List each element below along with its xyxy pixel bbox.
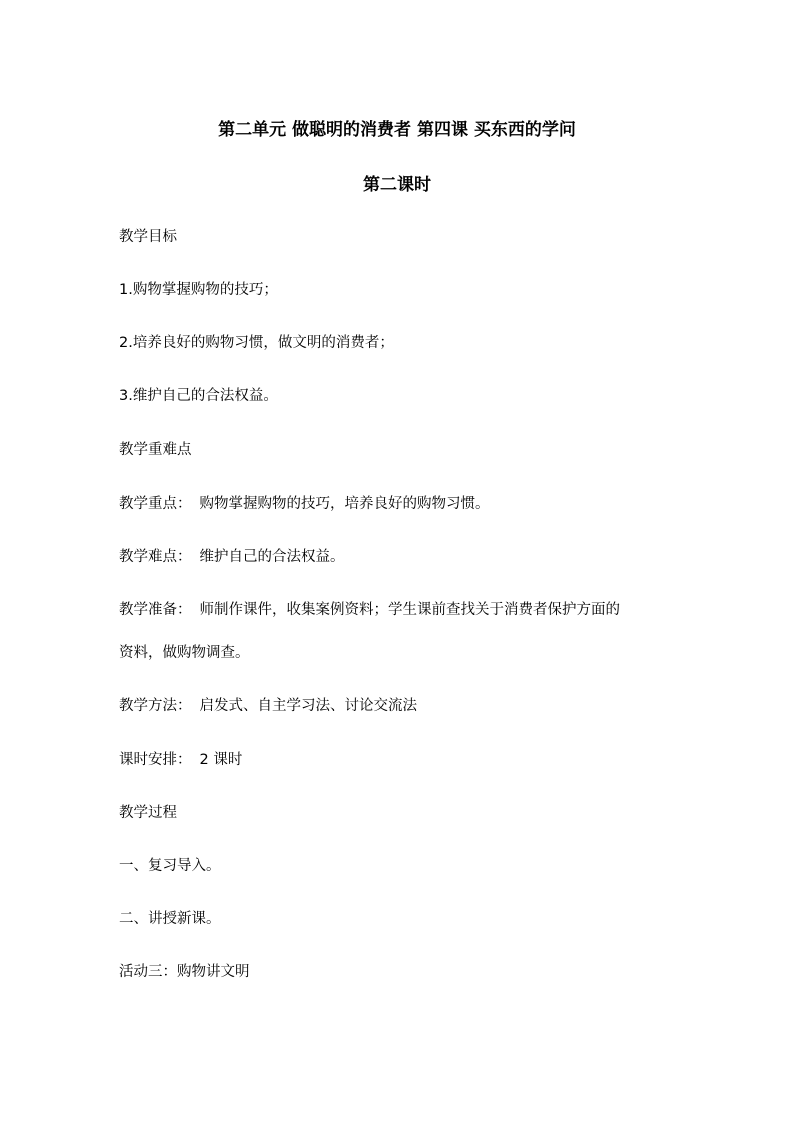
schedule-row bbox=[119, 751, 242, 769]
objective-item: 2.培养良好的购物习惯，做文明的消费者； bbox=[119, 335, 394, 351]
key-points-heading: 教学重难点 bbox=[119, 442, 192, 458]
objective-item: 3.维护自己的合法权益。 bbox=[119, 388, 278, 404]
key-point-label: 教学重点： bbox=[119, 496, 192, 512]
schedule-value: 2 课时 bbox=[199, 752, 243, 768]
key-point-row bbox=[119, 495, 490, 513]
difficulty-label: 教学难点： bbox=[119, 549, 192, 565]
difficulty-value: 维护自己的合法权益。 bbox=[199, 549, 345, 565]
process-step: 二、讲授新课。 bbox=[119, 911, 221, 927]
document-title: 第二单元 做聪明的消费者 第四课 买东西的学问 bbox=[218, 120, 576, 140]
objectives-heading: 教学目标 bbox=[119, 229, 177, 245]
preparation-row bbox=[119, 601, 620, 619]
process-heading: 教学过程 bbox=[119, 805, 177, 821]
activity-heading: 活动三：购物讲文明 bbox=[119, 964, 250, 980]
preparation-value: 师制作课件，收集案例资料；学生课前查找关于消费者保护方面的 bbox=[199, 602, 620, 618]
schedule-label: 课时安排： bbox=[119, 752, 192, 768]
difficulty-row bbox=[119, 548, 345, 566]
key-point-value: 购物掌握购物的技巧，培养良好的购物习惯。 bbox=[199, 496, 490, 512]
method-row bbox=[119, 697, 417, 715]
preparation-label: 教学准备： bbox=[119, 602, 192, 618]
preparation-continued: 资料，做购物调查。 bbox=[119, 645, 250, 661]
process-step: 一、复习导入。 bbox=[119, 858, 221, 874]
document-subtitle: 第二课时 bbox=[363, 175, 431, 195]
method-value: 启发式、自主学习法、讨论交流法 bbox=[199, 698, 417, 714]
objective-item: 1.购物掌握购物的技巧； bbox=[119, 282, 278, 298]
method-label: 教学方法： bbox=[119, 698, 192, 714]
